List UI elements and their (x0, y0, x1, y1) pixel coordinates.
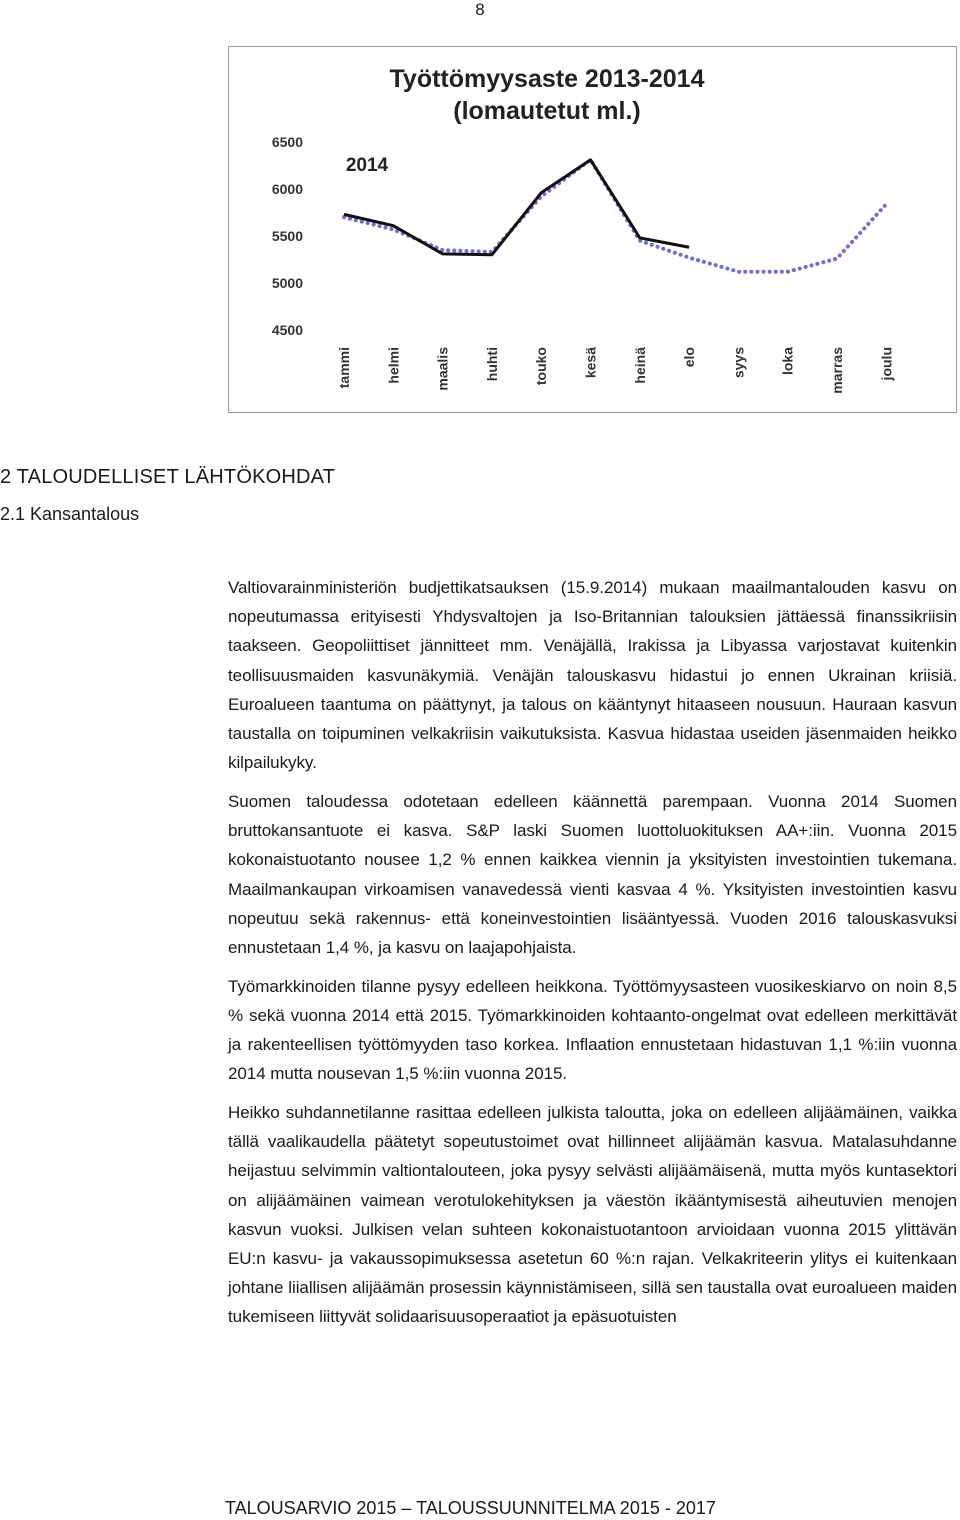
x-tick-label: kesä (582, 347, 599, 379)
paragraph-4: Heikko suhdannetilanne rasittaa edelleen julkista taloutta, joka on edelleen alijäämäinen, vaikka tällä vaalikaudella päätetyt sopeutustoimet ovat hillinneet alijäämän kasvua. Matalasuhdanne heijastuu selvimmin valtiontalouteen, joka pysyy selvästi alijäämäisenä, mutta myös kuntasektori on alijäämäinen vaimean verotulokehityksen ja väestön ikääntymisestä aiheutuvien menojen kasvun vuoksi. Julkisen velan suhteen kokonaistuotantoon arvioidaan vuonna 2015 ylittävän EU:n kasvu- ja vakaussopimuksessa asetetun 60 %:n rajan. Velkakriteerin ylitys ei kuitenkaan johtane liiallisen alijäämän prosessin käynnistämiseen, sillä sen taustalla ovat euroalueen maiden tukemiseen liittyvät solidaarisuusoperaatiot ja epäsuotuisten (228, 1102, 957, 1327)
chart-title-line-2: (lomautetut ml.) (453, 97, 641, 125)
y-tick-label: 4500 (271, 322, 303, 338)
x-tick-label: tammi (336, 347, 352, 389)
x-tick-label: huhti (483, 347, 500, 382)
y-tick-label: 6000 (271, 181, 303, 197)
y-tick-label: 6500 (271, 134, 303, 150)
section-heading: 2 TALOUDELLISET LÄHTÖKOHDAT (0, 466, 336, 488)
series-label: 2014 (345, 155, 389, 176)
page-number: 8 (475, 0, 485, 19)
body-text (228, 573, 957, 1341)
series-line-2013 (344, 160, 886, 272)
paragraph-3: Työmarkkinoiden tilanne pysyy edelleen heikkona. Työttömyysasteen vuosikeskiarvo on noin 8,5 % sekä vuonna 2014 että 2015. Työmarkkinoiden kohtaanto-ongelmat ovat edelleen merkittävät ja rakenteellisen työttömyyden taso korkea. Inflaation ennustetaan hidastuvan 1,1 %:iin vuonna 2014 mutta nousevan 1,5 %:iin vuonna 2015. (228, 976, 957, 1084)
subsection-heading: 2.1 Kansantalous (0, 504, 140, 524)
paragraph-2: Suomen taloudessa odotetaan edelleen käännettä parempaan. Vuonna 2014 Suomen bruttokansantuote ei kasva. S&P laski Suomen luottoluokituksen AA+:iin. Vuonna 2015 kokonaistuotanto nousee 1,2 % ennen kaikkea viennin ja yksityisten investointien tukemana. Maailmankaupan virkoamisen vanavedessä vienti kasvaa 4 %. Yksityisten investointien kasvu nopeutuu sekä rakennus- että koneinvestointien lisääntyessä. Vuoden 2016 talouskasvuksi ennustetaan 1,4 %, ja kasvu on laajapohjaista. (228, 791, 957, 957)
series-line-2014 (344, 160, 689, 255)
x-tick-label: syys (730, 347, 747, 379)
y-tick-label: 5500 (271, 228, 303, 244)
paragraph-1: Valtiovarainministeriön budjettikatsauksen (15.9.2014) mukaan maailmantalouden kasvu on nopeutumassa erityisesti Yhdysvaltojen ja Iso-Britannian talouksien jättäessä finanssikriisin taakseen. Geopoliittiset jännitteet mm. Venäjällä, Irakissa ja Libyassa varjostavat kuitenkin teollisuusmaiden kasvunäkymiä. Venäjän talouskasvu hidastui jo ennen Ukrainan kriisiä. Euroalueen taantuma on päättynyt, ja talous on kääntynyt hitaaseen nousuun. Hauraan kasvun taustalla on toipuminen velkakriisin vaikutuksista. Kasvua hidastaa useiden jäsenmaiden heikko kilpailukyky. (228, 578, 957, 773)
x-tick-label: touko (533, 347, 550, 386)
unemployment-chart (228, 46, 957, 413)
x-tick-label: helmi (385, 347, 402, 384)
chart-title-line-1: Työttömyysaste 2013-2014 (389, 65, 705, 93)
x-tick-label: loka (779, 347, 796, 376)
x-tick-label: joulu (878, 347, 895, 381)
page-footer: TALOUSARVIO 2015 – TALOUSSUUNNITELMA 2015 - 2017 (225, 1498, 716, 1518)
x-axis-ticks (336, 347, 894, 394)
x-tick-label: maalis (434, 347, 451, 391)
x-tick-label: marras (829, 347, 845, 394)
x-tick-label: heinä (631, 347, 648, 384)
chart-canvas (229, 47, 955, 411)
chart-lines (344, 160, 886, 272)
y-tick-label: 5000 (271, 275, 303, 291)
x-tick-label: elo (681, 347, 698, 368)
y-axis-ticks (272, 134, 303, 338)
